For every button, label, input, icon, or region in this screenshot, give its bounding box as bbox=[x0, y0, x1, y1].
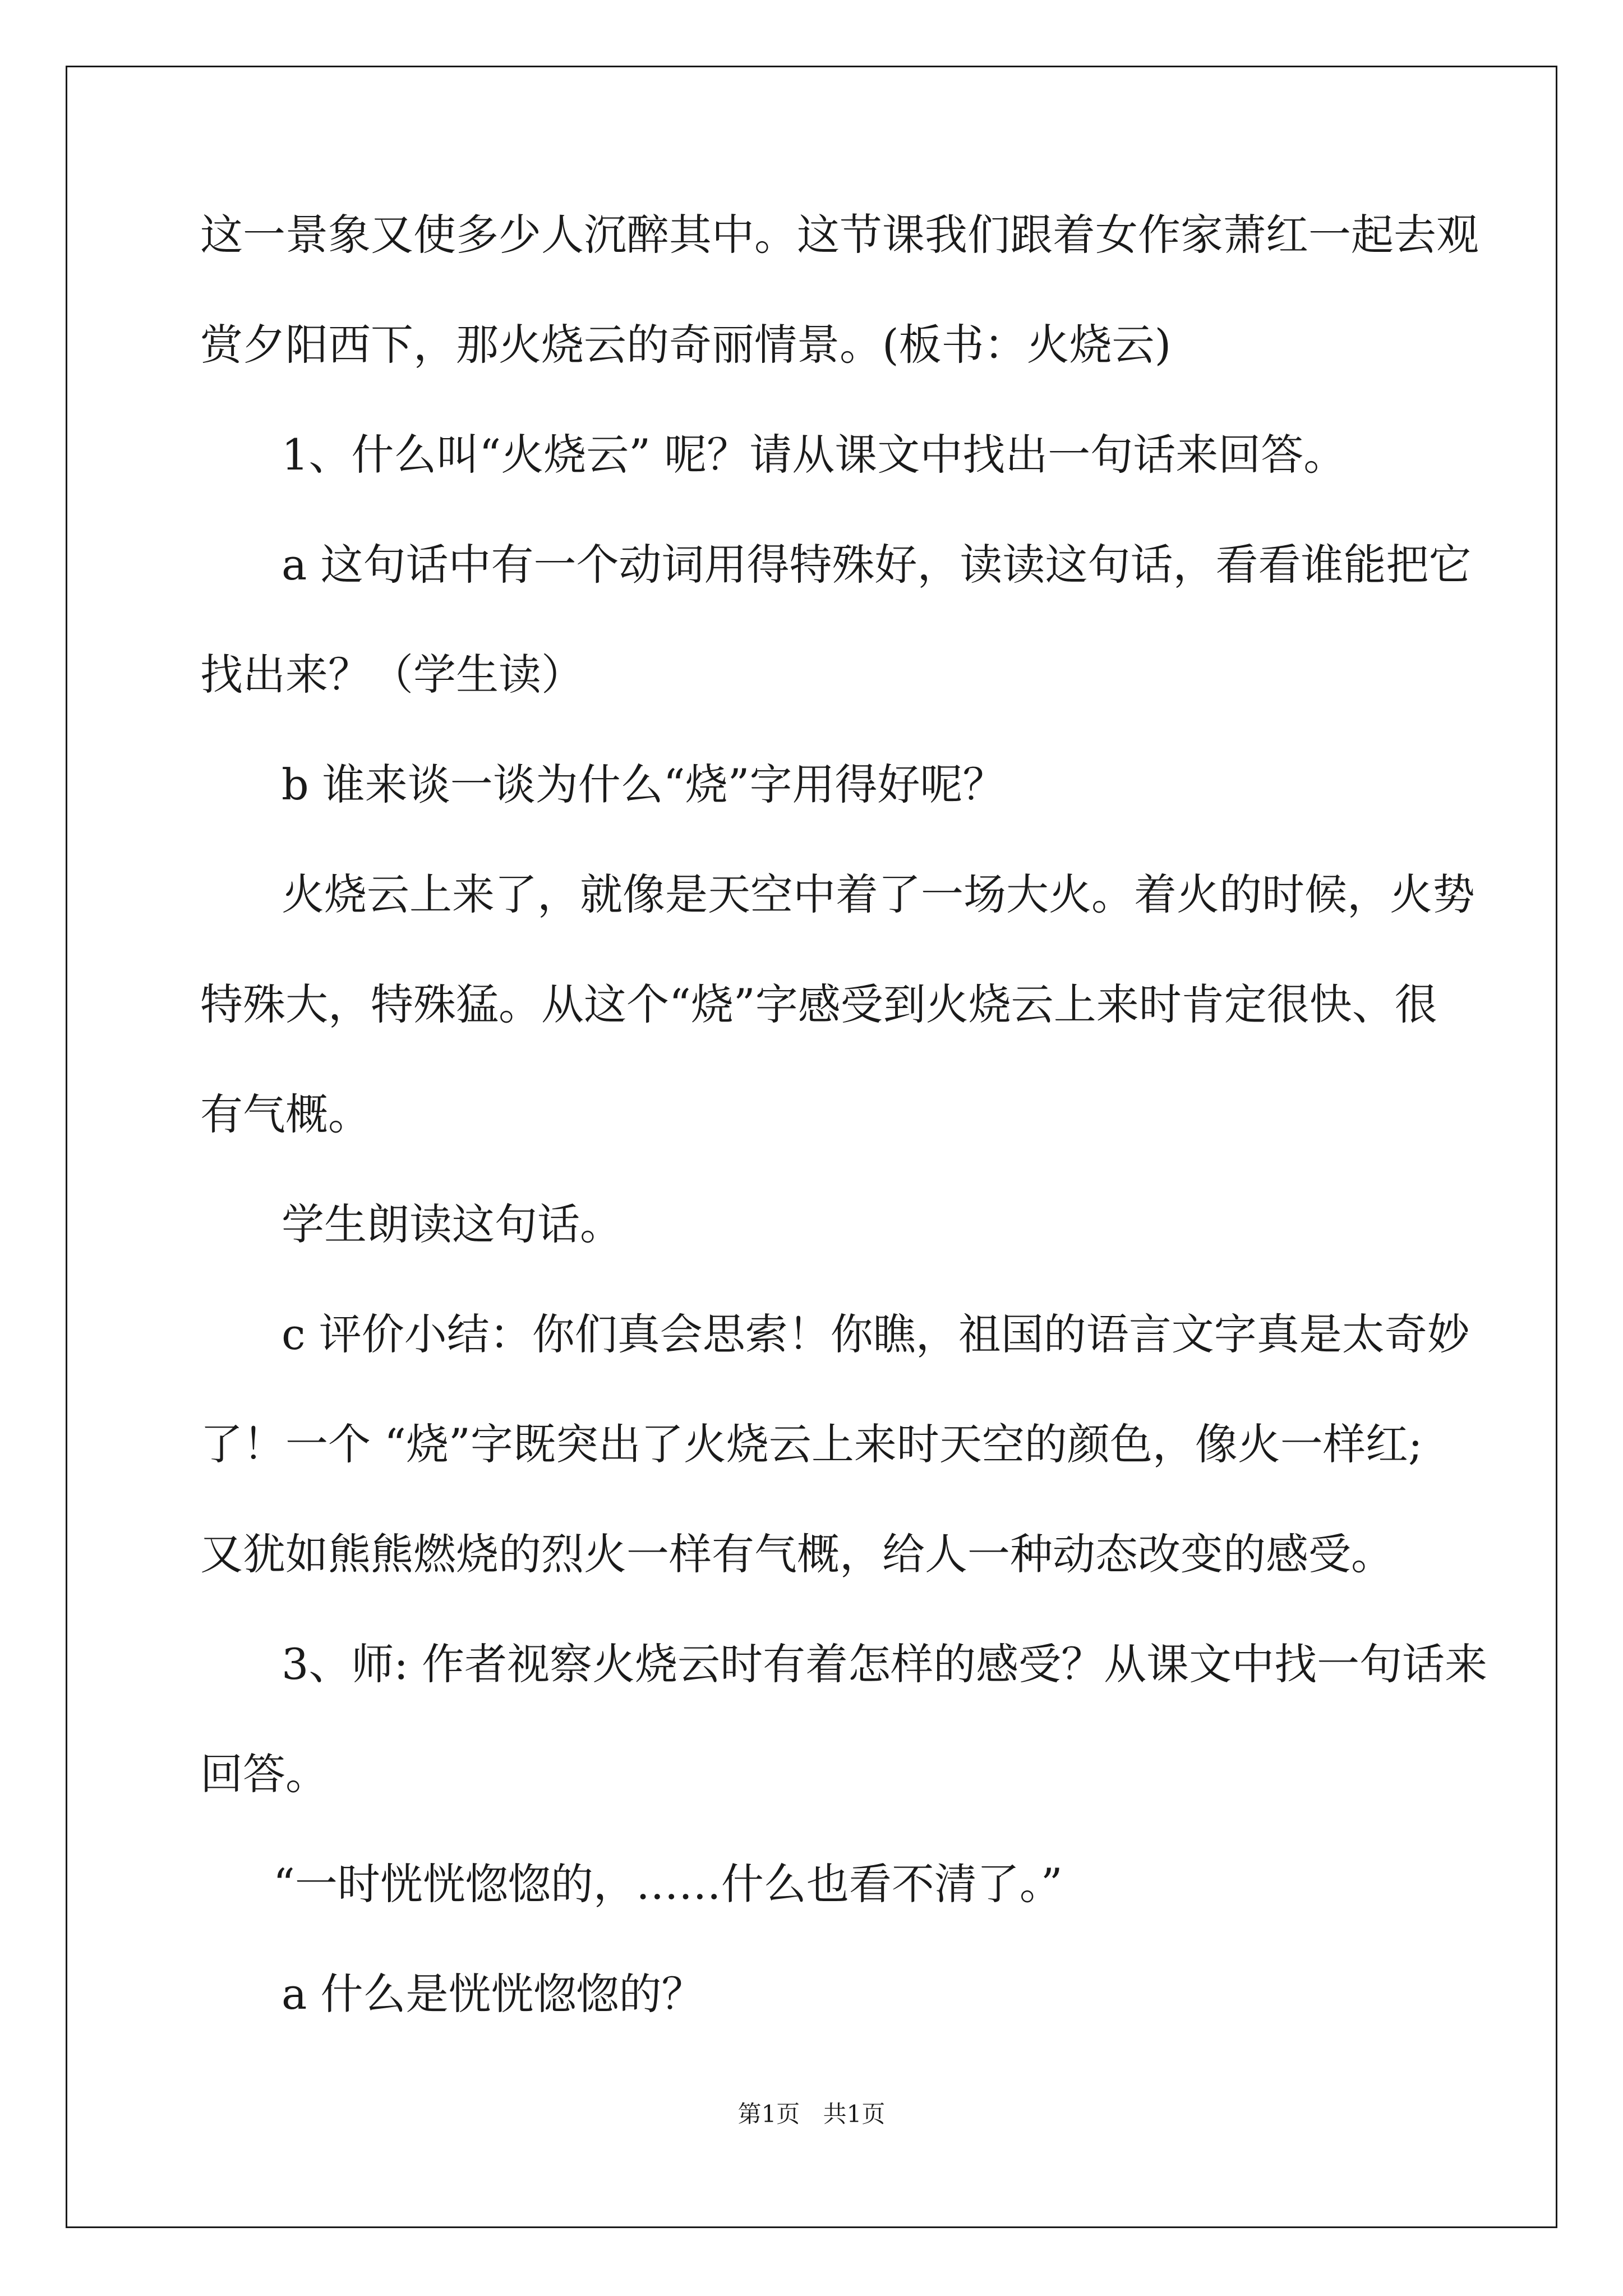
text-line-3: 1、什么叫“火烧云” 呢？请从课文中找出一句话来回答。 bbox=[282, 430, 1347, 480]
text-line-5: 找出来？（学生读） bbox=[200, 650, 584, 700]
text-line-15: 回答。 bbox=[200, 1749, 328, 1799]
text-line-10: 学生朗读这句话。 bbox=[282, 1199, 623, 1249]
text-line-17: a 什么是恍恍惚惚的？ bbox=[282, 1969, 704, 2019]
text-line-12: 了！一个 “烧”字既突出了火烧云上来时天空的颜色，像火一样红; bbox=[200, 1419, 1423, 1469]
text-line-13: 又犹如熊熊燃烧的烈火一样有气概，给人一种动态改变的感受。 bbox=[200, 1529, 1394, 1579]
text-line-4: a 这句话中有一个动词用得特殊好，读读这句话，看看谁能把它 bbox=[282, 540, 1472, 590]
text-line-7: 火烧云上来了，就像是天空中着了一场大火。着火的时候，火势 bbox=[282, 869, 1475, 919]
text-line-1: 这一景象又使多少人沉醉其中。这节课我们跟着女作家萧红一起去观 bbox=[200, 210, 1479, 260]
text-line-8: 特殊大，特殊猛。从这个“烧”字感受到火烧云上来时肯定很快、很 bbox=[200, 979, 1437, 1029]
text-line-9: 有气概。 bbox=[200, 1089, 371, 1139]
text-line-2: 赏夕阳西下，那火烧云的奇丽情景。(板书：火烧云) bbox=[200, 320, 1172, 370]
page-footer bbox=[0, 2096, 1623, 2129]
text-line-16: “一时恍恍惚惚的，……什么也看不清了。” bbox=[273, 1859, 1063, 1909]
text-line-11: c 评价小结：你们真会思索！你瞧，祖国的语言文字真是太奇妙 bbox=[282, 1309, 1470, 1359]
page-number-total: 共1页 bbox=[823, 2100, 886, 2128]
text-line-14: 3、师: 作者视察火烧云时有着怎样的感受？从课文中找一句话来 bbox=[282, 1639, 1488, 1689]
text-line-6: b 谁来谈一谈为什么“烧”字用得好呢？ bbox=[282, 760, 1006, 809]
page-number-current: 第1页 bbox=[737, 2100, 800, 2128]
